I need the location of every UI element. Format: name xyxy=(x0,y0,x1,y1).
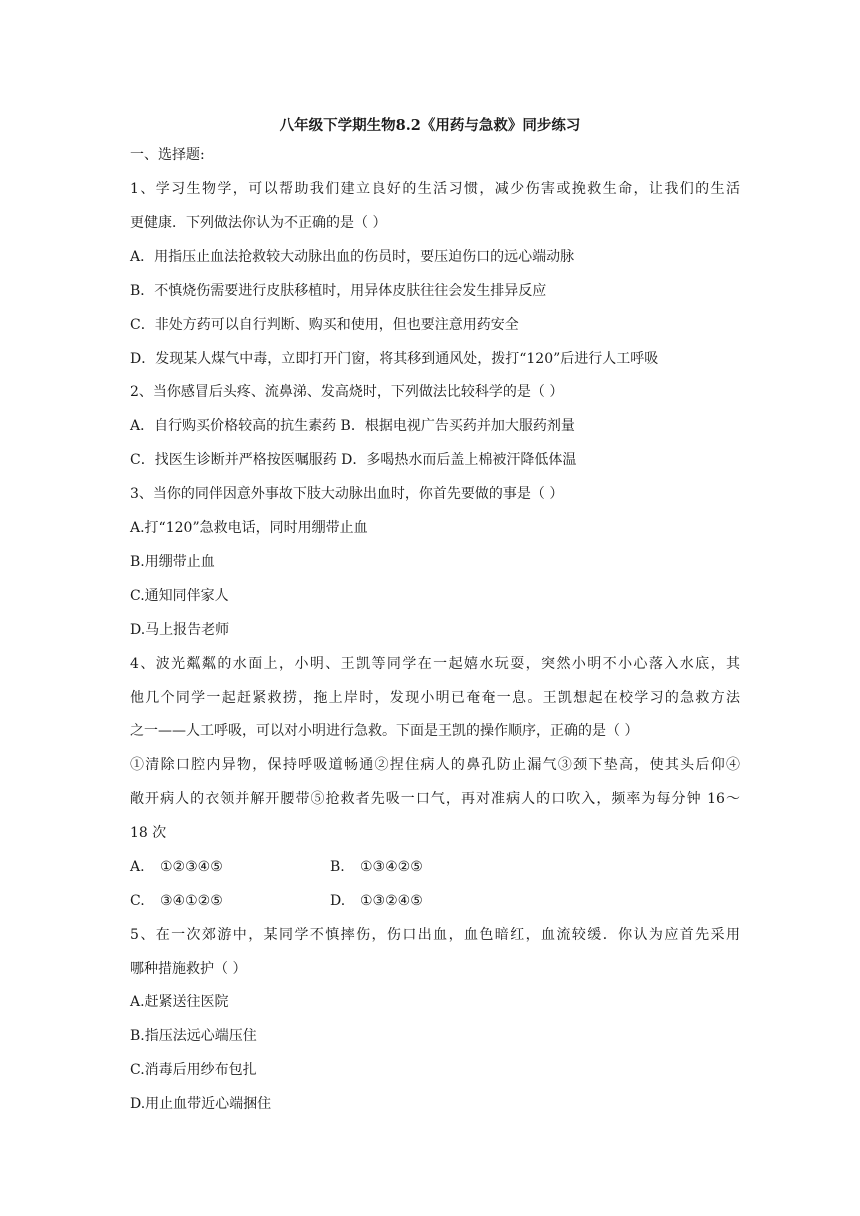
page-title: 八年级下学期生物8.2《用药与急救》同步练习 xyxy=(279,117,581,134)
q4-option-b-label: B. xyxy=(330,859,345,875)
q4-option-c-label: C. xyxy=(130,893,145,909)
q3-stem: 3、当你的同伴因意外事故下肢大动脉出血时，你首先要做的事是（ ） xyxy=(130,486,564,502)
q5-stem-line2: 哪种措施救护（ ） xyxy=(130,961,247,977)
q5-option-c: C.消毒后用纱布包扎 xyxy=(130,1062,257,1078)
q4-stem-line2: 他几个同学一起赶紧救捞，拖上岸时，发现小明已奄奄一息。王凯想起在校学习的急救方法 xyxy=(130,690,740,706)
q1-option-d: D．发现某人煤气中毒，立即打开门窗，将其移到通风处，拨打“120”后进行人工呼吸 xyxy=(130,351,659,367)
q1-option-b: B．不慎烧伤需要进行皮肤移植时，用异体皮肤往往会发生排异反应 xyxy=(130,283,547,299)
q5-option-d: D.用止血带近心端捆住 xyxy=(130,1096,272,1112)
q3-option-c: C.通知同伴家人 xyxy=(130,588,229,604)
q1-option-c: C．非处方药可以自行判断、购买和使用，但也要注意用药安全 xyxy=(130,317,519,333)
q5-option-b: B.指压法远心端压住 xyxy=(130,1028,257,1044)
q1-stem-line2: 更健康．下列做法你认为不正确的是（ ） xyxy=(130,215,387,231)
q4-option-d-text: ①③②④⑤ xyxy=(360,893,423,909)
q4-steps-line1: ①清除口腔内异物，保持呼吸道畅通②捏住病人的鼻孔防止漏气③颈下垫高，使其头后仰④ xyxy=(130,757,740,773)
q4-option-a-label: A. xyxy=(130,859,145,875)
q5-option-a: A.赶紧送往医院 xyxy=(130,994,229,1010)
q2-options-ab: A．自行购买价格较高的抗生素药 B．根据电视广告买药并加大服药剂量 xyxy=(130,418,575,434)
section-heading: 一、选择题: xyxy=(130,147,205,163)
q1-option-a: A．用指压止血法抢救较大动脉出血的伤员时，要压迫伤口的远心端动脉 xyxy=(130,249,575,265)
q4-stem-line1: 4、波光粼粼的水面上，小明、王凯等同学在一起嬉水玩耍，突然小明不小心落入水底，其 xyxy=(130,656,740,672)
q4-option-a-text: ①②③④⑤ xyxy=(160,859,223,875)
q4-stem-line3: 之一——人工呼吸，可以对小明进行急救。下面是王凯的操作顺序，正确的是（ ） xyxy=(130,723,639,739)
q2-stem: 2、当你感冒后头疼、流鼻涕、发高烧时，下列做法比较科学的是（ ） xyxy=(130,384,564,400)
q4-option-b-text: ①③④②⑤ xyxy=(360,859,423,875)
q1-stem-line1: 1、学习生物学，可以帮助我们建立良好的生活习惯，减少伤害或挽救生命，让我们的生活 xyxy=(130,181,740,197)
q4-steps-line3: 18 次 xyxy=(130,825,167,841)
q4-steps-line2: 敞开病人的衣领并解开腰带⑤抢救者先吸一口气，再对准病人的口吹入，频率为每分钟 16～ xyxy=(130,791,740,807)
q4-option-d-label: D. xyxy=(330,893,346,909)
q2-options-cd: C．找医生诊断并严格按医嘱服药 D．多喝热水而后盖上棉被汗降低体温 xyxy=(130,452,577,468)
q4-option-c-text: ③④①②⑤ xyxy=(160,893,223,909)
q3-option-a: A.打“120”急救电话，同时用绷带止血 xyxy=(130,520,368,536)
q3-option-d: D.马上报告老师 xyxy=(130,622,230,638)
q3-option-b: B.用绷带止血 xyxy=(130,554,215,570)
q5-stem-line1: 5、在一次郊游中，某同学不慎摔伤，伤口出血，血色暗红，血流较缓．你认为应首先采用 xyxy=(130,927,740,943)
